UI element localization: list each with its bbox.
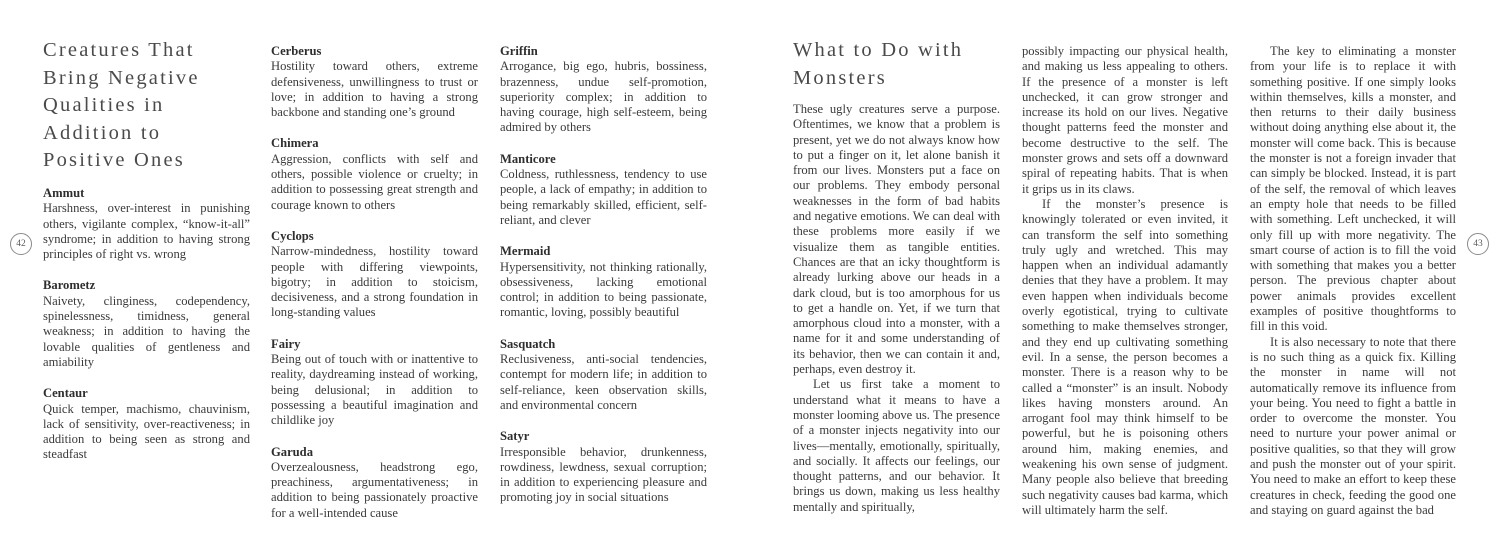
creature-description: Narrow-mindedness, hostility toward people with differing viewpoints, bigotry; in addition to stoicism, decisiveness, and a strong foundation in long-standing values	[271, 244, 478, 320]
title-line: Positive Ones	[43, 149, 185, 171]
creature-list-col-2	[271, 44, 478, 537]
paragraph: It is also necessary to note that there is no such thing as a quick fix. Killing the monster in name will not automatically remove its influence from your being. You need to fight a battle in order to overcome the monster. You need to nurture your power animal or positive qualities, so that they will grow and push the monster out of your spirit. You need to make an effort to keep these creatures in check, feeding the good one and staying on guard against the bad	[1250, 334, 1456, 517]
creature-name: Mermaid	[500, 244, 551, 259]
creature-name: Sasquatch	[500, 336, 556, 351]
creature-entry	[43, 278, 250, 370]
creature-entry	[500, 244, 707, 320]
creature-description: Irresponsible behavior, drunkenness, rowdiness, lewdness, sexual corruption; in addition to experiencing pleasure and promoting joy in social situations	[500, 444, 707, 505]
creature-name: Garuda	[271, 444, 313, 459]
creature-list-col-1	[43, 186, 250, 479]
creature-name: Fairy	[271, 336, 301, 351]
paragraph: The key to eliminating a monster from your life is to replace it with something positive. If one simply looks within themselves, kills a monster, and then returns to their daily business without doing anything else about it, the monster will come back. This is because the monster is not a foreign invader that can simply be blocked. Instead, it is part of the self, the removal of which leaves an empty hole that needs to be filled with something. Left unchecked, it will only fill up with more negativity. The smart course of action is to fill the void with something that makes you a better person. The previous chapter about power animals provides excellent examples of positive thoughtforms to fill in this void.	[1250, 44, 1456, 334]
creature-name: Satyr	[500, 429, 530, 444]
paragraph: If the monster’s presence is knowingly tolerated or even invited, it can transform the self into something truly ugly and wretched. This may happen when an individual adamantly denies that they have a problem. It may even happen when individuals become overly egotistical, trying to cultivate something to make themselves stronger, and they end up cultivating something evil. In a sense, the person becomes a monster. There is a reason why to be called a “monster” is an insult. Nobody likes having monsters around. An arrogant fool may think himself to be powerful, but he is poisoning others around him, making enemies, and weakening his own sense of judgment. Many people also believe that breeding such negativity causes bad karma, which will ultimately harm the self.	[1022, 196, 1228, 517]
creature-entry	[500, 337, 707, 413]
creature-entry	[271, 136, 478, 212]
creature-entry	[500, 44, 707, 136]
body-text-col-1	[793, 102, 1000, 515]
creature-name: Chimera	[271, 136, 319, 151]
creature-description: Arrogance, big ego, hubris, bossiness, brazenness, undue self-promotion, superiority complex; in addition to having courage, high self-esteem, being admired by others	[500, 59, 707, 135]
title-line: What to Do with	[793, 39, 964, 61]
creature-name: Barometz	[43, 278, 96, 293]
creature-entry	[500, 152, 707, 228]
creature-description: Naivety, clinginess, codependency, spinelessness, timidness, general weakness; in addition to having the lovable qualities of gentleness and amiability	[43, 293, 250, 369]
creature-description: Reclusiveness, anti-social tendencies, contempt for modern life; in addition to self-reliance, keen observation skills, and environmental concern	[500, 352, 707, 412]
creature-description: Hostility toward others, extreme defensiveness, unwillingness to trust or love; in addition to having a strong backbone and standing one’s ground	[271, 59, 478, 120]
creature-name: Manticore	[500, 151, 556, 166]
creature-name: Cerberus	[271, 44, 322, 58]
page-number: 43	[1467, 233, 1489, 255]
body-text-col-3	[1250, 44, 1456, 518]
paragraph: possibly impacting our physical health, and making us less appealing to others. If the presence of a monster is left unchecked, it can grow stronger and increase its hold on our lives. Negative thought patterns feed the monster and become destructive to the self. The monster grows and sets off a downward spiral of repeating habits. That is when it grips us in its claws.	[1022, 44, 1228, 196]
creature-description: Quick temper, machismo, chauvinism, lack of sensitivity, over-reactiveness; in addition to being seen as strong and steadfast	[43, 401, 250, 462]
left-page-title	[43, 37, 243, 175]
paragraph: These ugly creatures serve a purpose. Oftentimes, we know that a problem is present, yet we do not always know how to put a finger on it, let alone banish it from our lives. Monsters put a face on our problems. They embody personal weaknesses in the form of bad habits and negative emotions. We can deal with these problems more easily if we visualize them as tangible entities. Chances are that an icky thoughtform is already lurking above our heads in a dark cloud, but is too amorphous for us to get a handle on. Yet, if we turn that amorphous cloud into a monster, with a name for it and some understanding of its behavior, then we can contain it and, perhaps, even destroy it.	[793, 102, 1000, 377]
body-text-col-2	[1022, 44, 1228, 518]
paragraph: Let us first take a moment to understand what it means to have a monster looming above us. The presence of a monster injects negativity into our lives—mentally, emotionally, spiritually, and socially. It affects our feelings, our thought patterns, and our behavior. It brings us down, making us less healthy mentally and spiritually,	[793, 377, 1000, 514]
creature-description: Coldness, ruthlessness, tendency to use people, a lack of empathy; in addition to being remarkably skilled, efficient, self-reliant, and clever	[500, 167, 707, 227]
creature-entry	[271, 229, 478, 321]
creature-entry	[500, 429, 707, 505]
creature-name: Griffin	[500, 44, 538, 58]
title-line: Addition to	[43, 121, 162, 144]
creature-name: Ammut	[43, 186, 85, 200]
creature-description: Being out of touch with or inattentive to reality, daydreaming instead of working, being delusional; in addition to possessing a beautiful imagination and childlike joy	[271, 352, 478, 428]
page-number: 42	[10, 233, 32, 255]
creature-description: Overzealousness, headstrong ego, preachiness, argumentativeness; in addition to being passionately proactive for a well-intended cause	[271, 459, 478, 520]
title-line: Qualities in	[43, 94, 165, 116]
creature-entry	[271, 44, 478, 120]
creature-entry	[271, 445, 478, 521]
creature-entry	[271, 337, 478, 429]
title-line: Bring Negative	[43, 66, 200, 89]
creature-list-col-3	[500, 44, 707, 522]
title-line: Monsters	[793, 66, 887, 89]
creature-name: Cyclops	[271, 228, 314, 243]
creature-entry	[43, 386, 250, 462]
right-page-title	[793, 37, 1003, 92]
title-line: Creatures That	[43, 39, 195, 61]
creature-name: Centaur	[43, 386, 88, 401]
creature-description: Harshness, over-interest in punishing others, vigilante complex, “know-it-all” syndrome; in addition to having strong principles of right vs. wrong	[43, 201, 250, 262]
creature-description: Hypersensitivity, not thinking rationally, obsessiveness, lacking emotional control; in addition to being passionate, romantic, loving, possibly beautiful	[500, 259, 707, 320]
creature-entry	[43, 186, 250, 262]
creature-description: Aggression, conflicts with self and others, possible violence or cruelty; in addition to possessing great strength and courage known to others	[271, 151, 478, 212]
